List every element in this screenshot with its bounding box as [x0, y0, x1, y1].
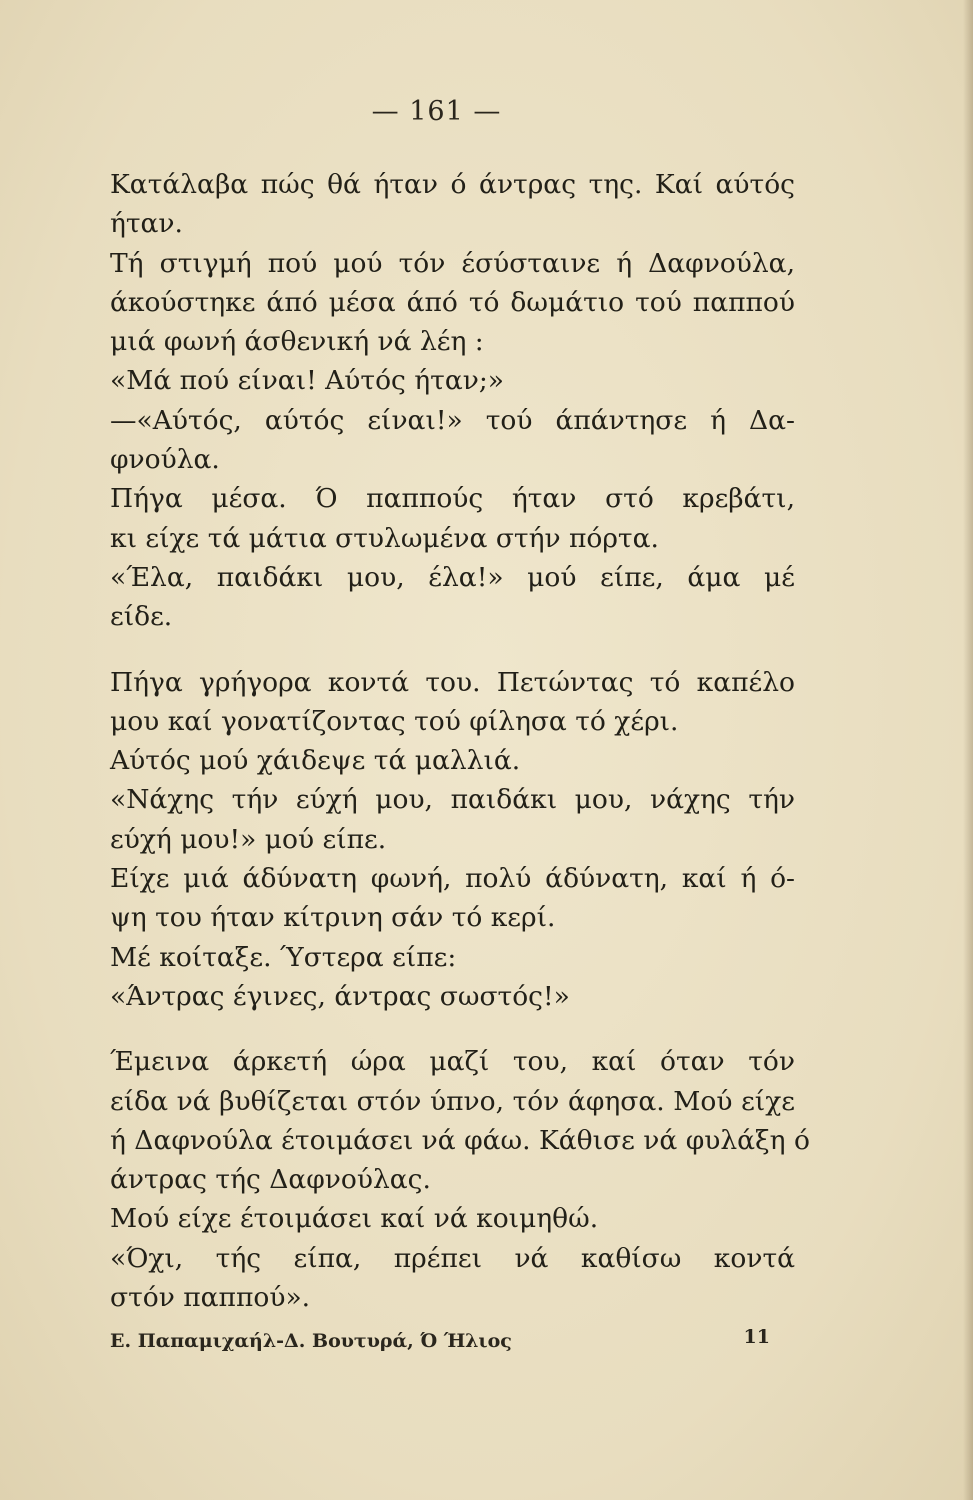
- text-line: φνούλα.: [110, 444, 220, 476]
- footer-credit: Ε. Παπαμιχαήλ-Δ. Βουτυρά, Ό Ήλιος: [110, 1330, 512, 1352]
- text-line: Τή στιγμή πού μού τόν έσύσταινε ή Δαφνούλα,: [110, 247, 795, 279]
- text-line: «Όχι, τής είπα, πρέπει νά καθίσω κοντά: [110, 1242, 795, 1274]
- text-line: «Έλα, παιδάκι μου, έλα!» μού είπε, άμα μέ: [110, 561, 795, 593]
- text-line: Μού είχε έτοιμάσει καί νά κοιμηθώ.: [110, 1203, 599, 1235]
- text-line: είδα νά βυθίζεται στόν ύπνο, τόν άφησα. Μού είχε: [110, 1085, 795, 1117]
- text-line: άκούστηκε άπό μέσα άπό τό δωμάτιο τού παππού: [110, 286, 795, 318]
- text-line: ψη του ήταν κίτρινη σάν τό κερί.: [110, 902, 556, 934]
- text-line: Αύτός μού χάιδεψε τά μαλλιά.: [110, 745, 521, 777]
- text-line: Μέ κοίταξε. Ύστερα είπε:: [110, 941, 457, 973]
- text-line: ήταν.: [110, 208, 183, 240]
- text-line: «Άντρας έγινες, άντρας σωστός!»: [110, 980, 570, 1012]
- text-line: «Νάχης τήν εύχή μου, παιδάκι μου, νάχης τήν: [110, 784, 795, 816]
- page-number: — 161 —: [371, 96, 502, 127]
- paragraph-gap: [110, 1016, 795, 1042]
- text-line: Κατάλαβα πώς θά ήταν ό άντρας της. Καί αύτός: [110, 169, 795, 200]
- text-line: Πήγα μέσα. Ό παππούς ήταν στό κρεβάτι,: [110, 483, 795, 515]
- text-line: άντρας τής Δαφνούλας.: [110, 1164, 431, 1196]
- text-line: μιά φωνή άσθενική νά λέη :: [110, 326, 484, 358]
- text-line: —«Αύτός, αύτός είναι!» τού άπάντησε ή Δα-: [110, 404, 795, 436]
- footer-signature-mark: 11: [743, 1326, 770, 1348]
- text-line: εύχή μου!» μού είπε.: [110, 823, 387, 855]
- paragraph-gap: [110, 637, 795, 663]
- text-line: μου καί γονατίζοντας τού φίλησα τό χέρι.: [110, 705, 679, 737]
- text-line: είδε.: [110, 601, 173, 633]
- text-line: κι είχε τά μάτια στυλωμένα στήν πόρτα.: [110, 522, 659, 554]
- text-line: στόν παππού».: [110, 1282, 311, 1314]
- text-line: Έμεινα άρκετή ώρα μαζί του, καί όταν τόν: [110, 1046, 795, 1078]
- body-text: [110, 165, 810, 1317]
- text-line: Είχε μιά άδύνατη φωνή, πολύ άδύνατη, καί ή ό-: [110, 863, 795, 895]
- page-edge-shadow: [963, 0, 973, 1500]
- text-line: ή Δαφνούλα έτοιμάσει νά φάω. Κάθισε νά φυλάξη ό: [110, 1124, 810, 1156]
- text-line: Πήγα γρήγορα κοντά του. Πετώντας τό καπέλο: [110, 666, 795, 698]
- text-line: «Μά πού είναι! Αύτός ήταν;»: [110, 365, 504, 397]
